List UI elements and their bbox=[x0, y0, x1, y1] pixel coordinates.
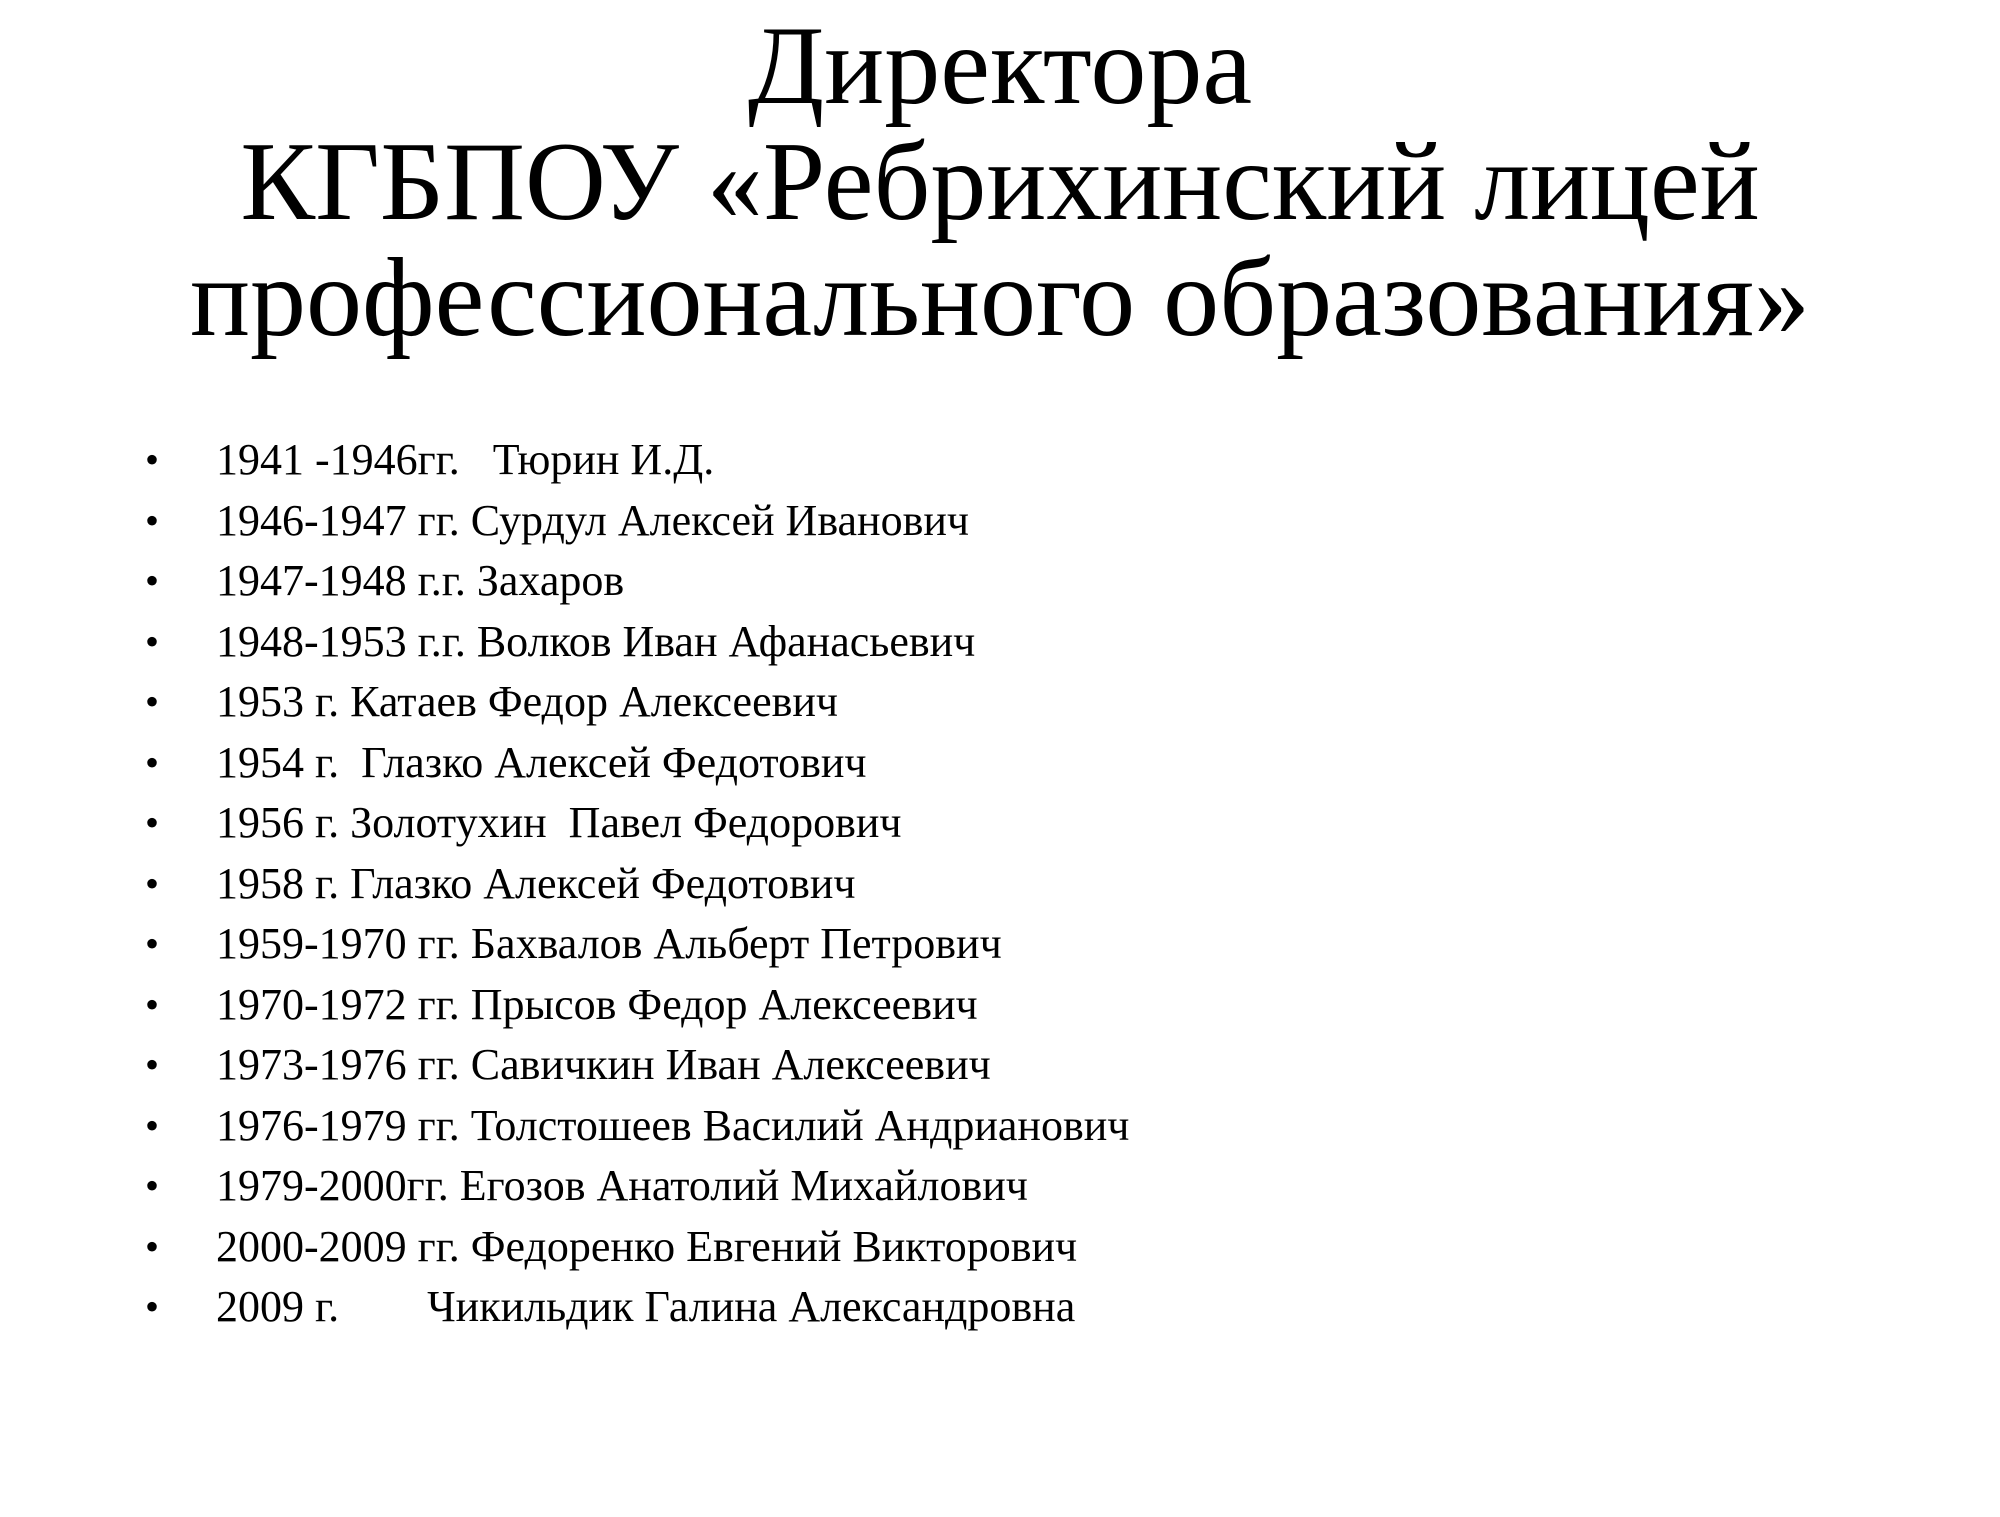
director-entry: 2000-2009 гг. Федоренко Евгений Викторович bbox=[216, 1221, 1078, 1271]
list-item bbox=[0, 430, 2000, 491]
bullet-icon: • bbox=[144, 739, 159, 785]
bullet-icon: • bbox=[144, 1102, 159, 1148]
list-item bbox=[0, 1277, 2000, 1338]
director-entry: 1953 г. Катаев Федор Алексеевич bbox=[216, 677, 839, 726]
director-entry: 1941 -1946гг. Тюрин И.Д. bbox=[216, 435, 715, 484]
list-item bbox=[0, 491, 2000, 552]
title-line-1: Директора bbox=[747, 4, 1253, 128]
director-entry: 1947-1948 г.г. Захаров bbox=[216, 556, 625, 605]
title-line-3: профессионального образования» bbox=[190, 236, 1810, 360]
bullet-icon: • bbox=[144, 1284, 159, 1329]
bullet-icon: • bbox=[144, 921, 159, 966]
director-entry: 2009 г. Чикильдик Галина Александровна bbox=[216, 1282, 1076, 1331]
list-item bbox=[0, 551, 2000, 612]
bullet-icon: • bbox=[144, 1223, 159, 1269]
list-item bbox=[0, 672, 2000, 733]
bullet-icon: • bbox=[144, 497, 159, 543]
list-item bbox=[0, 914, 2000, 975]
bullet-icon: • bbox=[144, 558, 159, 603]
directors-list bbox=[0, 430, 2000, 1338]
list-item bbox=[0, 1156, 2000, 1217]
list-item bbox=[0, 1096, 2000, 1157]
list-item bbox=[0, 975, 2000, 1036]
bullet-icon: • bbox=[144, 981, 159, 1027]
director-entry: 1956 г. Золотухин Павел Федорович bbox=[216, 798, 902, 847]
director-entry: 1948-1953 г.г. Волков Иван Афанасьевич bbox=[216, 616, 976, 666]
director-entry: 1959-1970 гг. Бахвалов Альберт Петрович bbox=[216, 919, 1002, 968]
director-entry: 1979-2000гг. Егозов Анатолий Михайлович bbox=[216, 1161, 1028, 1210]
director-entry: 1954 г. Глазко Алексей Федотович bbox=[216, 737, 867, 787]
bullet-icon: • bbox=[144, 800, 159, 845]
bullet-icon: • bbox=[144, 1042, 159, 1087]
bullet-icon: • bbox=[144, 679, 159, 724]
director-entry: 1976-1979 гг. Толстошеев Василий Андрианович bbox=[216, 1100, 1130, 1150]
bullet-icon: • bbox=[144, 860, 159, 906]
director-entry: 1973-1976 гг. Савичкин Иван Алексеевич bbox=[216, 1040, 991, 1089]
director-entry: 1970-1972 гг. Прысов Федор Алексеевич bbox=[216, 979, 978, 1029]
list-item bbox=[0, 1217, 2000, 1278]
list-item bbox=[0, 793, 2000, 854]
list-item bbox=[0, 612, 2000, 673]
title-line-2: КГБПОУ «Ребрихинский лицей bbox=[240, 120, 1760, 244]
list-item bbox=[0, 854, 2000, 915]
list-item bbox=[0, 733, 2000, 794]
bullet-icon: • bbox=[144, 1163, 159, 1208]
list-item bbox=[0, 1035, 2000, 1096]
bullet-icon: • bbox=[144, 437, 159, 482]
slide-title bbox=[0, 4, 2000, 360]
director-entry: 1958 г. Глазко Алексей Федотович bbox=[216, 858, 856, 908]
bullet-icon: • bbox=[144, 618, 159, 664]
director-entry: 1946-1947 гг. Сурдул Алексей Иванович bbox=[216, 495, 970, 545]
